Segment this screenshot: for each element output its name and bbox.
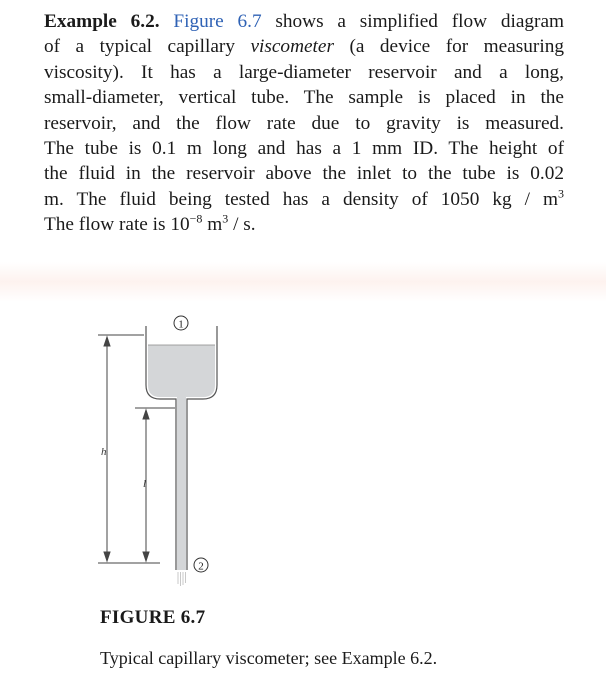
example-line-9: The flow rate is $10^{-8}$ $m^3$ / s. bbox=[44, 211, 256, 236]
example-line-7: the fluid in the reservoir above the inlet to the tube is 0.02 bbox=[44, 163, 564, 185]
example-line-1: Example 6.2. Figure 6.7 shows a simplified flow diagram bbox=[44, 11, 565, 32]
fluid-body bbox=[148, 345, 215, 570]
example-line-4: small-diameter, vertical tube. The sample is placed in the bbox=[44, 87, 564, 109]
point-1-label: 1 bbox=[178, 318, 184, 331]
example-line-2: of a typical capillary viscometer (a device for measuring bbox=[44, 36, 564, 58]
l-dimension bbox=[135, 408, 175, 561]
example-line-3: viscosity). It has a large-diameter reservoir and a long, bbox=[44, 61, 564, 83]
figure-number: FIGURE 6.7 bbox=[100, 607, 206, 628]
point-2-marker bbox=[194, 558, 208, 573]
point-2-label: 2 bbox=[198, 560, 204, 573]
figure-link[interactable]: Figure 6.7 bbox=[173, 11, 262, 32]
h-label: h bbox=[101, 446, 107, 458]
example-line-8: m. The fluid being tested has a density of 1050 kg / $m^3$ bbox=[44, 186, 564, 210]
example-heading: Example 6.2. bbox=[44, 11, 160, 32]
point-1-marker bbox=[174, 316, 188, 331]
outflow-stream bbox=[178, 572, 186, 586]
l-label: l bbox=[143, 478, 147, 490]
viscometer-term: viscometer bbox=[250, 36, 334, 58]
example-line-5: reservoir, and the flow rate due to gravity is measured. bbox=[44, 112, 564, 134]
example-line-6: The tube is 0.1 m long and has a 1 mm ID. The height of bbox=[44, 138, 564, 160]
figure-caption: Typical capillary viscometer; see Example 6.2. bbox=[100, 648, 438, 668]
